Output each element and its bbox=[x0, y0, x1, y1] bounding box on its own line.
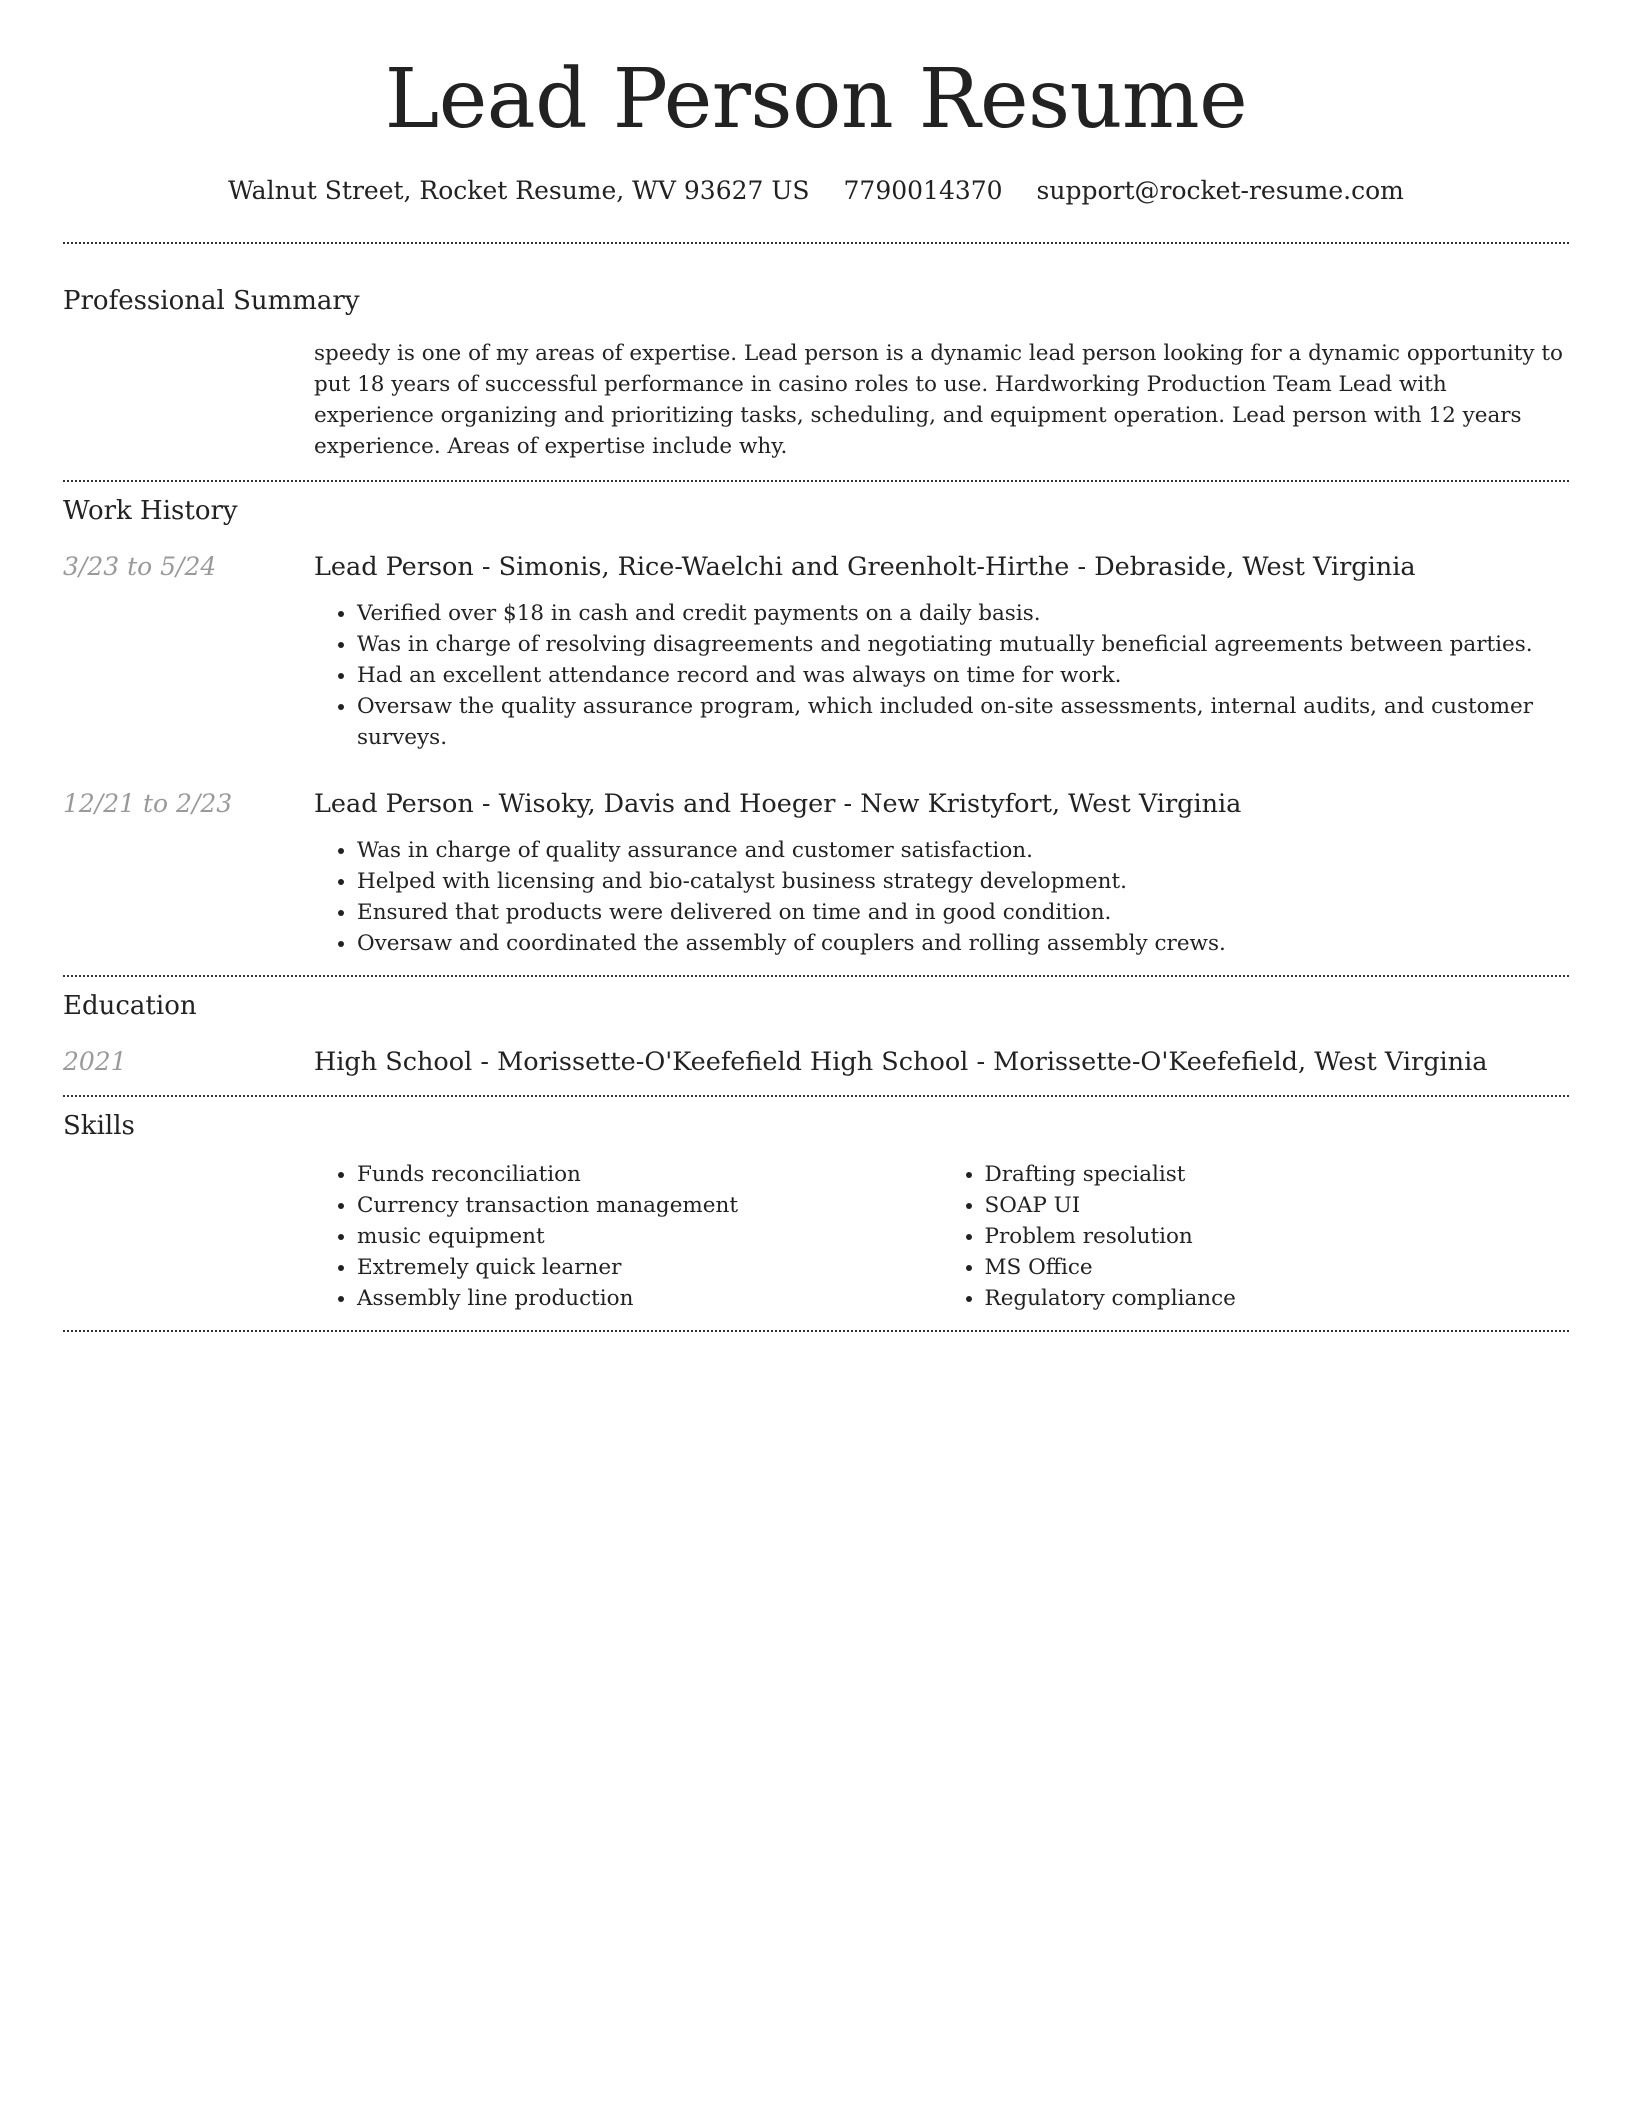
job-entry bbox=[63, 550, 1569, 753]
job-bullet: • Verified over $18 in cash and credit payments on a daily basis. bbox=[357, 598, 1569, 629]
skill-item: • Assembly line production bbox=[357, 1283, 942, 1314]
job-bullet: • Oversaw the quality assurance program, which included on-site assessments, internal audits, and customer surveys. bbox=[357, 691, 1569, 753]
job-details bbox=[314, 550, 1569, 753]
resume-header bbox=[63, 0, 1569, 208]
summary-heading: Professional Summary bbox=[63, 286, 360, 316]
skills-bullets bbox=[314, 1159, 942, 1314]
skill-item: • SOAP UI bbox=[985, 1190, 1570, 1221]
job-bullet: • Was in charge of quality assurance and customer satisfaction. bbox=[357, 835, 1569, 866]
job-bullet: • Oversaw and coordinated the assembly of couplers and rolling assembly crews. bbox=[357, 928, 1569, 959]
job-bullet: • Had an excellent attendance record and was always on time for work. bbox=[357, 660, 1569, 691]
skills-column-left bbox=[314, 1159, 942, 1314]
skills-bullets bbox=[942, 1159, 1570, 1314]
section-divider bbox=[63, 1330, 1569, 1332]
skill-item: • MS Office bbox=[985, 1252, 1570, 1283]
skill-item: • Extremely quick learner bbox=[357, 1252, 942, 1283]
job-details bbox=[314, 787, 1569, 959]
work-history-section bbox=[63, 482, 1569, 975]
contact-phone: 7790014370 bbox=[843, 176, 1003, 205]
education-heading-line: High School - Morissette-O'Keefefield High School - Morissette-O'Keefefield, West Virginia bbox=[314, 1047, 1488, 1077]
job-bullet: • Ensured that products were delivered on time and in good condition. bbox=[357, 897, 1569, 928]
skills-section bbox=[63, 1097, 1569, 1314]
spacer bbox=[63, 959, 1569, 975]
skills-column-right bbox=[942, 1159, 1570, 1314]
work-history-heading: Work History bbox=[63, 496, 238, 526]
job-bullet: • Was in charge of resolving disagreements and negotiating mutually beneficial agreements between parties. bbox=[357, 629, 1569, 660]
skills-heading: Skills bbox=[63, 1111, 135, 1141]
contact-address: Walnut Street, Rocket Resume, WV 93627 US bbox=[228, 176, 810, 205]
job-bullets bbox=[314, 835, 1569, 959]
skill-item: • music equipment bbox=[357, 1221, 942, 1252]
resume-title: Lead Person Resume bbox=[384, 52, 1248, 147]
education-entry bbox=[63, 1045, 1569, 1079]
section-divider bbox=[63, 242, 1569, 244]
job-bullets bbox=[314, 598, 1569, 753]
skills-list bbox=[314, 1159, 1569, 1314]
job-entry bbox=[63, 787, 1569, 959]
education-heading: Education bbox=[63, 991, 197, 1021]
skill-item: • Drafting specialist bbox=[985, 1159, 1570, 1190]
education-details bbox=[314, 1045, 1569, 1079]
skill-item: • Currency transaction management bbox=[357, 1190, 942, 1221]
contact-email: support@rocket-resume.com bbox=[1036, 176, 1404, 205]
job-bullet: • Helped with licensing and bio-catalyst business strategy development. bbox=[357, 866, 1569, 897]
summary-section bbox=[63, 284, 1569, 462]
job-dates: 12/21 to 2/23 bbox=[63, 789, 233, 818]
skill-item: • Problem resolution bbox=[985, 1221, 1570, 1252]
skill-item: • Funds reconciliation bbox=[357, 1159, 942, 1190]
contact-line bbox=[63, 174, 1569, 208]
job-heading: Lead Person - Wisoky, Davis and Hoeger - New Kristyfort, West Virginia bbox=[314, 789, 1242, 819]
skill-item: • Regulatory compliance bbox=[985, 1283, 1570, 1314]
summary-text: speedy is one of my areas of expertise. Lead person is a dynamic lead person looking for a dynamic opportunity to put 18 years of successful performance in casino roles to use. Hardworking Production Team Lead with experience organizing and prioritizing tasks, scheduling, and equipment operation. Lead person with 12 years experience. Areas of expertise include why. bbox=[314, 341, 1563, 459]
job-dates: 3/23 to 5/24 bbox=[63, 552, 217, 581]
job-heading: Lead Person - Simonis, Rice-Waelchi and Greenholt-Hirthe - Debraside, West Virginia bbox=[314, 552, 1416, 582]
education-section bbox=[63, 977, 1569, 1079]
education-year: 2021 bbox=[63, 1047, 127, 1076]
